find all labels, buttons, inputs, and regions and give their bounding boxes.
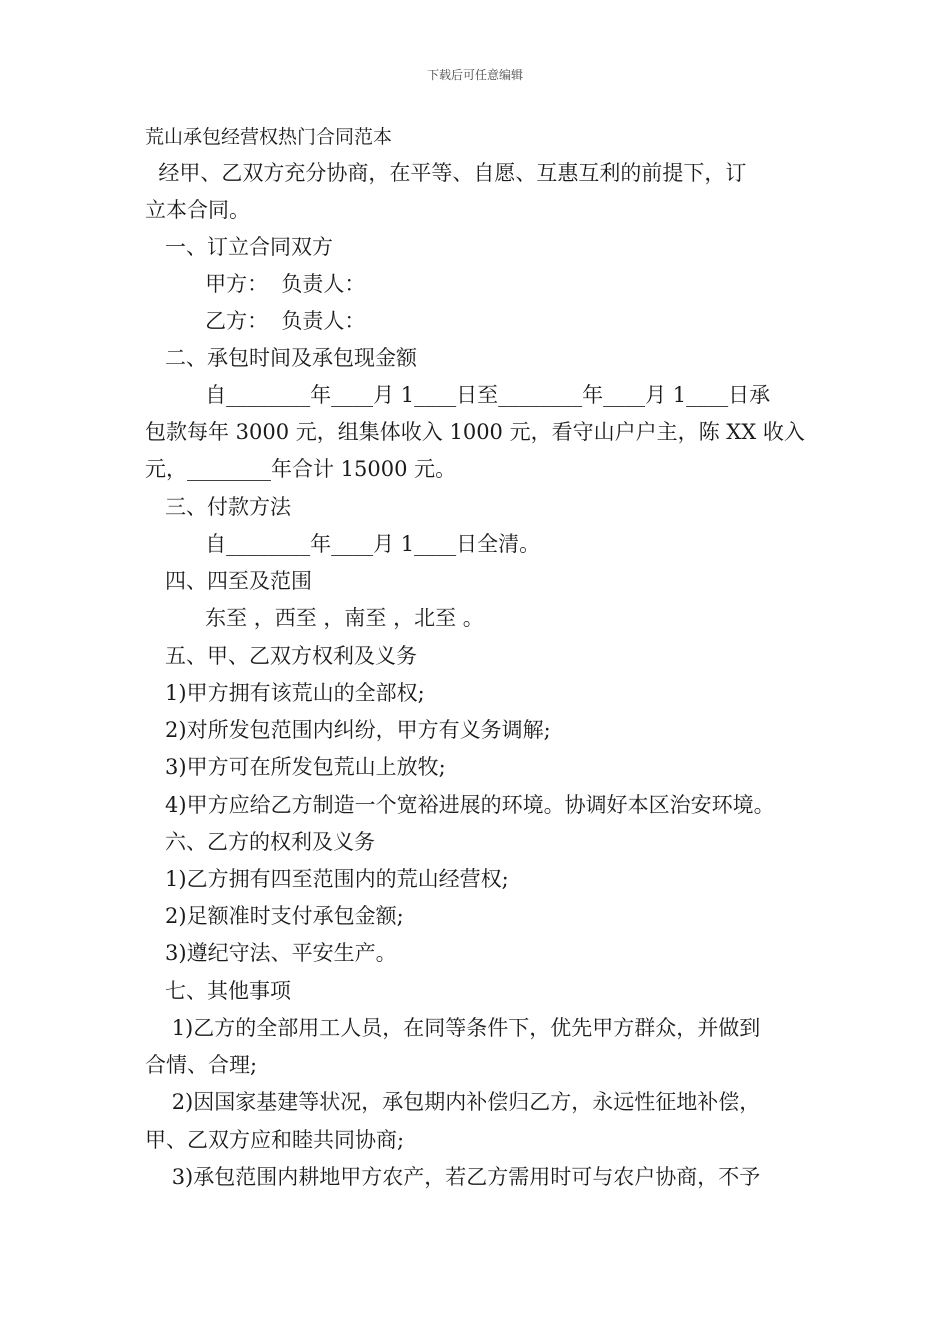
list-item: 2)足额准时支付承包金额;: [145, 904, 404, 928]
paragraph-line: 东至 ，西至 ，南至 ，北至 。: [145, 606, 484, 630]
section-heading: 一、订立合同双方: [145, 235, 334, 259]
header-note: 下载后可任意编辑: [426, 68, 523, 82]
paragraph-line: 立本合同。: [145, 198, 250, 222]
section-heading: 二、承包时间及承包现金额: [145, 346, 418, 370]
paragraph-line: 元，________年合计 15000 元。: [145, 457, 457, 481]
section-heading: 六、乙方的权利及义务: [145, 830, 376, 854]
section-heading: 七、其他事项: [145, 979, 292, 1003]
section-heading: 三、付款方法: [145, 495, 292, 519]
list-item: 1)甲方拥有该荒山的全部权;: [145, 681, 425, 705]
paragraph-line: 甲、乙双方应和睦共同协商;: [145, 1128, 405, 1152]
paragraph-line: 甲方： 负责人：: [145, 272, 366, 296]
list-item: 2)因国家基建等状况，承包期内补偿归乙方，永远性征地补偿，: [145, 1090, 761, 1114]
list-item: 3)甲方可在所发包荒山上放牧;: [145, 755, 446, 779]
list-item: 3)遵纪守法、平安生产。: [145, 941, 397, 965]
list-item: 1)乙方的全部用工人员，在同等条件下，优先甲方群众，并做到: [145, 1016, 761, 1040]
paragraph-line: 包款每年 3000 元，组集体收入 1000 元，看守山户户主，陈 XX 收入: [145, 420, 805, 444]
paragraph-line: 乙方： 负责人：: [145, 309, 366, 333]
list-item: 2)对所发包范围内纠纷，甲方有义务调解;: [145, 718, 551, 742]
paragraph-line: 合情、合理;: [145, 1053, 258, 1077]
section-heading: 四、四至及范围: [145, 569, 313, 593]
paragraph-line: 经甲、乙双方充分协商，在平等、自愿、互惠互利的前提下，订: [145, 161, 747, 185]
paragraph-line: 自________年____月 1____日至________年____月 1____日承: [145, 383, 771, 407]
section-heading: 五、甲、乙双方权利及义务: [145, 644, 418, 668]
document-title: 荒山承包经营权热门合同范本: [145, 126, 393, 148]
list-item: 3)承包范围内耕地甲方农产，若乙方需用时可与农户协商，不予: [145, 1165, 761, 1189]
list-item: 4)甲方应给乙方制造一个宽裕进展的环境。协调好本区治安环境。: [145, 793, 775, 817]
paragraph-line: 自________年____月 1____日全清。: [145, 532, 541, 556]
list-item: 1)乙方拥有四至范围内的荒山经营权;: [145, 867, 509, 891]
